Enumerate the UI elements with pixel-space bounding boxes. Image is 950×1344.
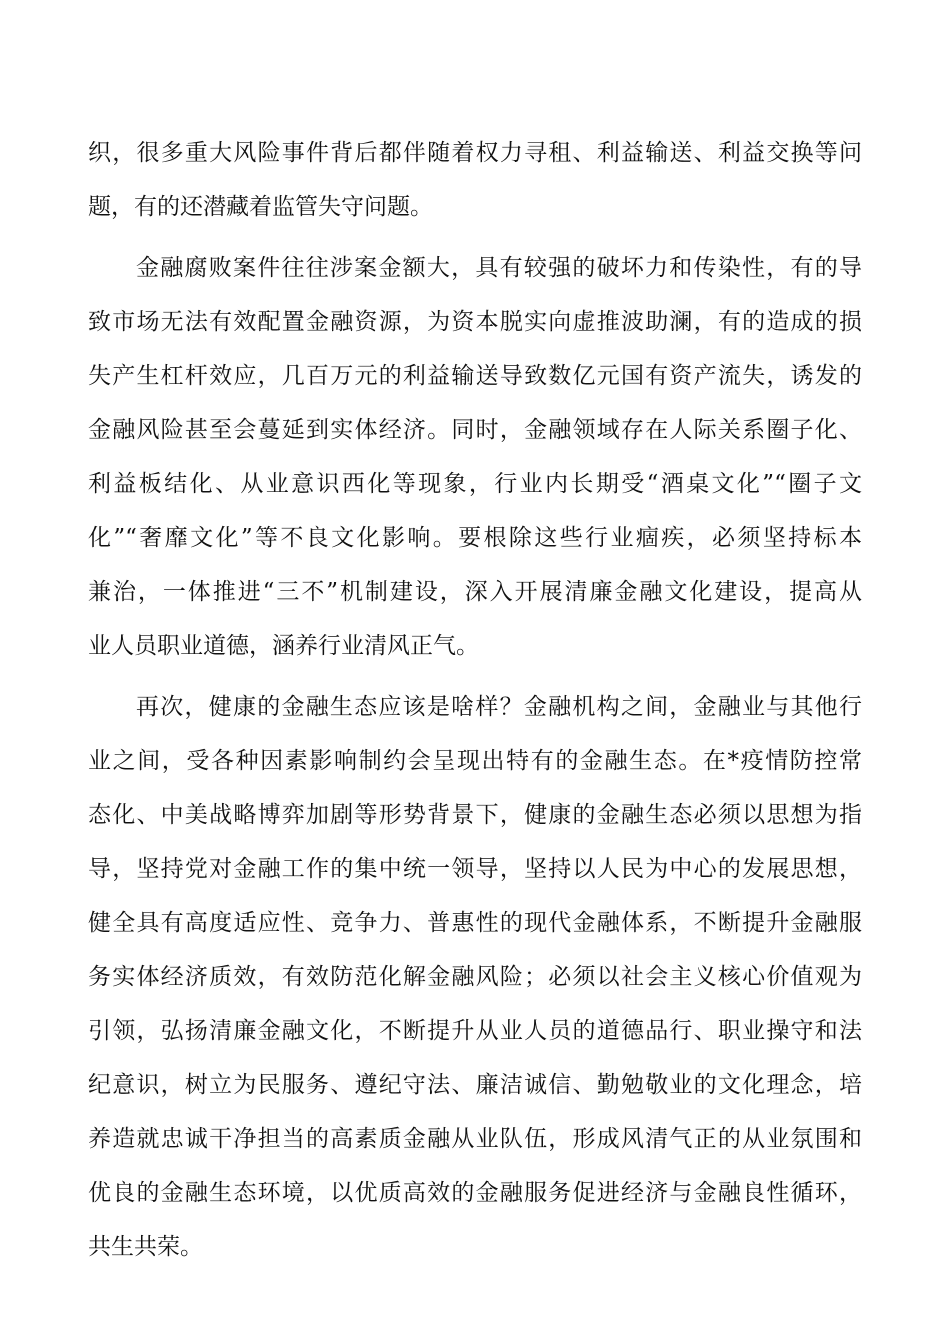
text-line: 优良的金融生态环境，以优质高效的金融服务促进经济与金融良性循环， [88,1180,862,1206]
text-line: 金融风险甚至会蔓延到实体经济。同时，金融领域存在人际关系圈子化、 [88,417,862,443]
text-line: 纪意识，树立为民服务、遵纪守法、廉洁诚信、勤勉敬业的文化理念，培 [88,1072,862,1098]
text-line: 化”“奢靡文化”等不良文化影响。要根除这些行业痼疾，必须坚持标本 [88,525,862,551]
document-body [88,126,862,1274]
paragraph-2 [88,241,862,673]
text-line: 业人员职业道德，涵养行业清风正气。 [88,633,479,659]
text-line: 失产生杠杆效应，几百万元的利益输送导致数亿元国有资产流失，诱发的 [88,363,862,389]
text-line: 题，有的还潜藏着监管失守问题。 [88,194,433,220]
paragraph-1 [88,126,862,234]
text-line: 健全具有高度适应性、竞争力、普惠性的现代金融体系，不断提升金融服 [88,910,862,936]
text-line: 导，坚持党对金融工作的集中统一领导，坚持以人民为中心的发展思想， [88,856,862,882]
text-line: 引领，弘扬清廉金融文化，不断提升从业人员的道德品行、职业操守和法 [88,1018,862,1044]
text-line: 业之间，受各种因素影响制约会呈现出特有的金融生态。在*疫情防控常 [88,748,862,774]
text-line: 兼治，一体推进“三不”机制建设，深入开展清廉金融文化建设，提高从 [88,579,862,605]
text-line: 致市场无法有效配置金融资源，为资本脱实向虚推波助澜，有的造成的损 [88,309,862,335]
text-line: 共生共荣。 [88,1234,203,1260]
text-line: 态化、中美战略博弈加剧等形势背景下，健康的金融生态必须以思想为指 [88,802,862,828]
text-line: 务实体经济质效，有效防范化解金融风险；必须以社会主义核心价值观为 [88,964,862,990]
text-line: 再次，健康的金融生态应该是啥样？金融机构之间，金融业与其他行 [136,694,862,720]
paragraph-3 [88,680,862,1274]
text-line: 织，很多重大风险事件背后都伴随着权力寻租、利益输送、利益交换等问 [88,140,862,166]
text-line: 金融腐败案件往往涉案金额大，具有较强的破坏力和传染性，有的导 [136,255,862,281]
text-line: 利益板结化、从业意识西化等现象，行业内长期受“酒桌文化”“圈子文 [88,471,862,497]
text-line: 养造就忠诚干净担当的高素质金融从业队伍，形成风清气正的从业氛围和 [88,1126,862,1152]
